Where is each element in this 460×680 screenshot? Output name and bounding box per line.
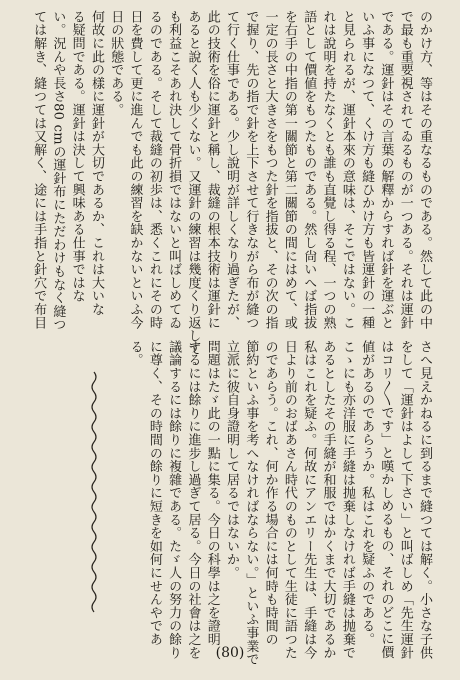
text-line: 私はこれを疑ふ。何故にアンエリー先生は、手縫は今 — [301, 340, 317, 660]
text-line: る疑問である。運針は決して興味ある仕事ではな — [69, 10, 85, 303]
text-line: ては解き、縫つては又解く、途には手指と針穴で布目 — [31, 10, 47, 330]
text-line: 日より前のおばあさん時代のものとして生徒に語つた — [281, 340, 297, 660]
text-line: い。況んや長さ80 cmの運針布にただわけもなく縫つ — [50, 10, 66, 332]
text-line: 日の狀態である。 — [108, 10, 124, 117]
text-line: で握り、先の指で針を上下させて行きながら布が縫つ — [243, 10, 259, 330]
text-line: れは說明を持たなくとも誰も直覺し得る程、一つの熟 — [320, 10, 336, 330]
text-line: に尊く、その時間の餘りに短きを如何にせんやであ — [146, 340, 162, 646]
text-line: はコリ〳〵です」と嘆かしめるもの、それのどこに價 — [378, 340, 394, 659]
text-line: るのである。そして裁縫の初歩は、悉くこれにその時 — [146, 10, 162, 330]
text-line: を右手の中指の第一關節と第二關節の間にはめて、或 — [281, 10, 297, 330]
text-line: て行く仕事である。少し說明が詳しくなり過ぎたが、 — [224, 10, 240, 330]
text-line: のであらう。これ、何か作る場合には何時も時間の — [262, 340, 278, 646]
text-line: 日を費して更に進んでも此の練習を缺かないといふ今 — [127, 10, 143, 330]
text-line: で最も重要視されてゐるものが一つある。それは運針 — [397, 10, 413, 330]
text-line: 議論するには餘りに複雜である。たゞ人の努力の餘り — [166, 340, 182, 660]
text-line: 節約といふ事を考へなければならない。」といふ事業で — [243, 340, 259, 666]
text-line: と見られるが、運針本來の意味は、そこではない。こ — [339, 10, 355, 330]
text-line: さへ見えかねるに到るまで縫つては解く。小さな子供 — [417, 340, 432, 660]
text-line: 何故に此の樣に運針が大切であるか、これは大いな — [88, 10, 104, 316]
text-line: 此の技術を俗に運針と稱し、裁縫の根本技術は運針に — [204, 10, 220, 330]
text-line: る。 — [127, 340, 143, 367]
text-line: 語として價値をもつたものである。然し尙いへば指拔 — [301, 10, 317, 330]
text-line: のかけ方、等はその重なるものである。然して此の中 — [417, 10, 432, 330]
text-line: あると說く人も少くない。又運針の練習は幾度くり返して — [185, 10, 201, 356]
text-line: 値があるのであらうか。私はこれを疑ふのである。 — [359, 340, 375, 646]
text-line: も利益こそあれ決して骨折損ではないと叫ばしめてゐ — [166, 10, 182, 330]
page-number: (80) — [215, 645, 245, 661]
top-text-block — [18, 10, 434, 356]
text-line: するには餘りに進步し過ぎて居る。今日の社會は之を — [185, 340, 201, 660]
text-line: 一定の長さと大きさをもつた針を指拔と、その次の指 — [262, 10, 278, 330]
text-line: こゝにも亦洋服に手縫は抛棄しなければ手縫は抛棄で — [339, 340, 355, 660]
text-line: である。運針はその言葉の解釋からすれば針を運ぶと — [378, 10, 394, 330]
text-line: 立派に彼自身證明して居るではないか。 — [224, 340, 240, 580]
text-line: あるとしたその手縫が和服ではかくまで大切であるか — [320, 340, 336, 660]
text-line: 問題はたゞ此の一點に集る。今日の科學は之を證明 — [204, 340, 220, 646]
text-line: をして「運針はよして下さい」と叫ばしめ「先生運針 — [397, 340, 413, 660]
wavy-divider — [84, 372, 104, 612]
text-line: いふ事になつて、くけ方も縫ひかけ方も皆運針の一種 — [359, 10, 375, 330]
